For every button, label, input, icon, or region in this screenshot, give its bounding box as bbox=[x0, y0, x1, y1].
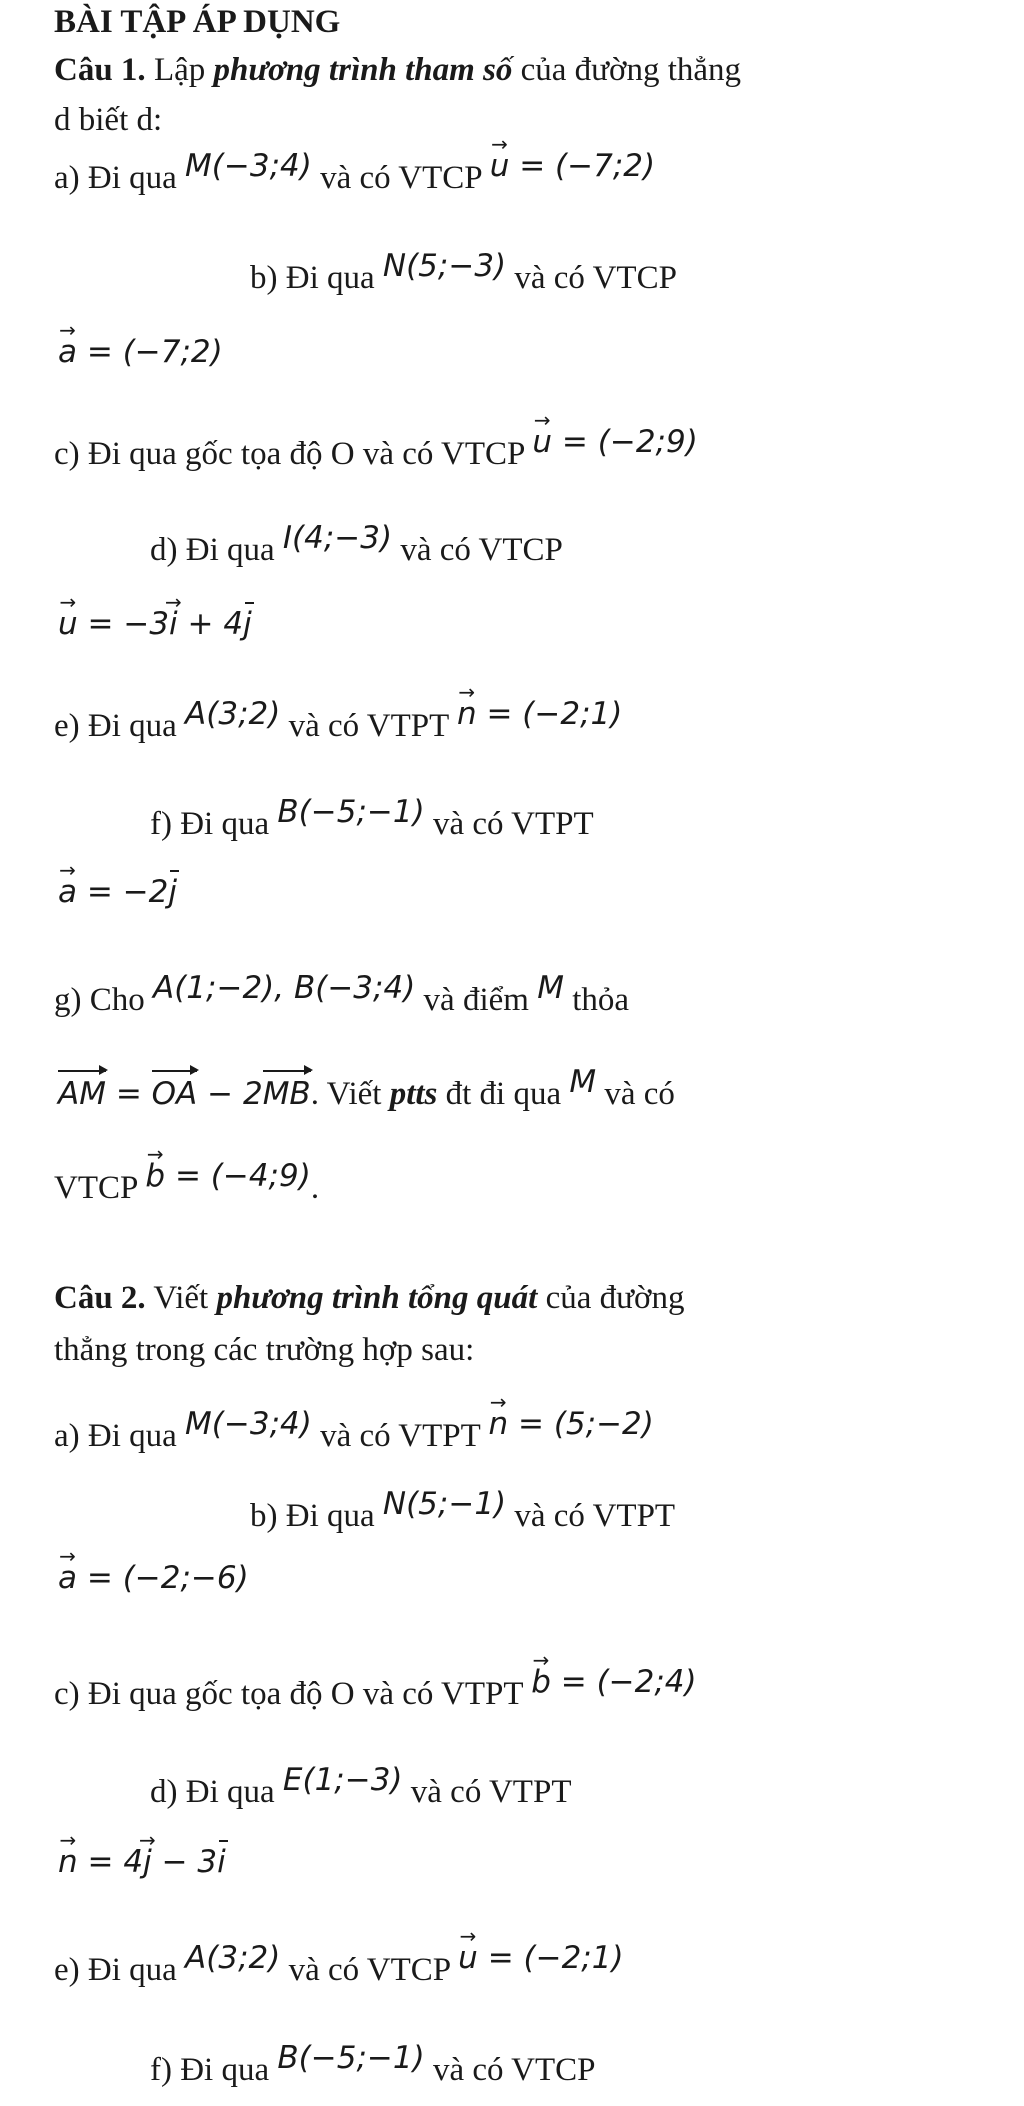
q1-item-g: g) Cho A(1;−2), B(−3;4) và điểm M thỏa bbox=[54, 970, 630, 1018]
q1-item-g-vtcp: VTCP → b = (−4;9). bbox=[54, 1168, 319, 1208]
q1-item-b-vector: → a = (−7;2) bbox=[58, 332, 223, 372]
q2-item-d: d) Đi qua E(1;−3) và có VTPT bbox=[150, 1762, 572, 1810]
q1-item-f-vector: → a = −2j bbox=[58, 872, 177, 912]
q2-item-d-vector: → n = 4→ j − 3i bbox=[58, 1842, 226, 1882]
page-title: BÀI TẬP ÁP DỤNG bbox=[54, 4, 341, 40]
q2-item-c: c) Đi qua gốc tọa độ O và có VTPT → b = (−2;4) bbox=[54, 1674, 697, 1714]
q1-heading-line2: d biết d: bbox=[54, 102, 163, 138]
q2-item-e: e) Đi qua A(3;2) và có VTCP → u = (−2;1) bbox=[54, 1950, 624, 1990]
q2-item-f: f) Đi qua B(−5;−1) và có VTCP bbox=[150, 2040, 596, 2088]
q1-item-e: e) Đi qua A(3;2) và có VTPT → n = (−2;1) bbox=[54, 706, 622, 746]
q1-item-f: f) Đi qua B(−5;−1) và có VTPT bbox=[150, 794, 594, 842]
q1-item-a: a) Đi qua M(−3;4) và có VTCP → u = (−7;2) bbox=[54, 158, 655, 198]
q2-heading-line2: thẳng trong các trường hợp sau: bbox=[54, 1332, 475, 1368]
q1-item-d-vector: → u = −3→ i + 4j bbox=[58, 604, 252, 644]
vector-symbol: → u bbox=[490, 146, 510, 186]
q2-item-a: a) Đi qua M(−3;4) và có VTPT → n = (5;−2) bbox=[54, 1416, 654, 1456]
q1-item-c: c) Đi qua gốc tọa độ O và có VTCP → u = (−2;9) bbox=[54, 434, 698, 474]
point-label: M(−3;4) bbox=[185, 148, 312, 184]
q2-heading: Câu 2. Viết phương trình tổng quát của đường bbox=[54, 1280, 685, 1316]
q1-item-d: d) Đi qua I(4;−3) và có VTCP bbox=[150, 520, 563, 568]
q1-heading: Câu 1. Lập phương trình tham số của đường thẳng bbox=[54, 52, 742, 88]
q2-item-b-vector: → a = (−2;−6) bbox=[58, 1558, 249, 1598]
q1-item-b: b) Đi qua N(5;−3) và có VTCP bbox=[250, 248, 677, 296]
q2-item-b: b) Đi qua N(5;−1) và có VTPT bbox=[250, 1486, 676, 1534]
q1-item-g-equation: AM = OA − 2MB. Viết ptts đt đi qua M và có bbox=[58, 1064, 675, 1112]
